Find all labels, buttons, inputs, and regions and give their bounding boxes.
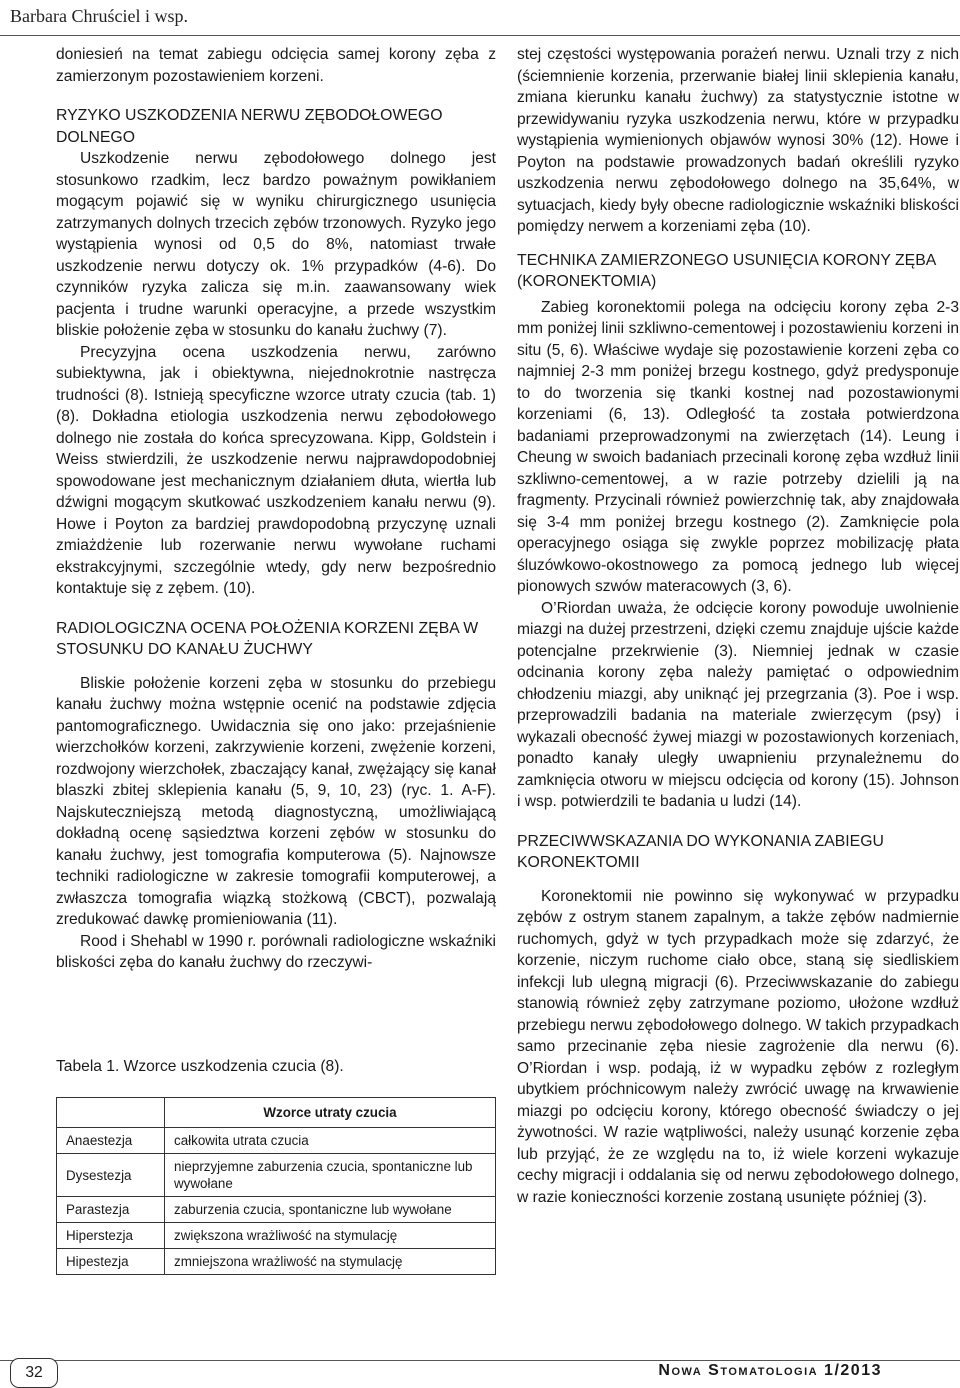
paragraph: Zabieg koronektomii polega na odcięciu korony zęba 2-3 mm poniżej linii szkliwno-cementowej i pozostawieniu korzeni in situ (5, 6). Właściwe wydaje się pozostawienie korzeni zęba co najmniej 2-3 mm poniżej brzegu kostnego, gdyż predysponuje to do tworzenia się tkanki kostnej nad pozostawionymi korzeniami (6, 13). Odległość ta została potwierdzona badaniami przeprowadzonymi na zwierzętach (14). Leung i Cheung w swoich badaniach przecinali koronę zęba wzdłuż linii szkliwno-cementowej, a w razie potrzeby dzielili ją na fragmenty. Przycinali również powierzchnię tak, aby znajdowała się 3-4 mm poniżej brzegu kostnego (2). Zamknięcie pola operacyjnego osiąga się zwykle poprzez mobilizację płata śluzówkowo-okostnowego za pomocą jednego lub więcej pionowych szwów materacowych (3, 6). [517, 298, 959, 595]
running-head: Barbara Chruściel i wsp. [10, 6, 188, 26]
paragraph: Precyzyjna ocena uszkodzenia nerwu, zarówno subiektywna, jak i obiektywna, niejednokrotnie nastręcza trudności (8). Istnieją specyficzne wzorce utraty czucia (tab. 1) (8). Dokładna etiologia uszkodzenia nerwu zębodołowego dolnego nie została do końca sprecyzowana. Kipp, Goldstein i Weiss stwierdzili, że uszkodzenie nerwu najprawdopodobniej spowodowane jest mechanicznym działaniem dłuta, wiertła lub dźwigni mogącym skutkować uszkodzeniem kanału nerwu (9). Howe i Poyton za bardziej prawdopodobną przyczynę uznali zmiażdżenie lub rozerwanie nerwu wywołane ruchami ekstrakcyjnymi, szczególnie wtedy, gdy nerw bezpośrednio kontaktuje się z zębem. (10). [56, 343, 496, 597]
table-term: Parastezja [57, 1197, 165, 1223]
paragraph: Uszkodzenie nerwu zębodołowego dolnego jest stosunkowo rzadkim, lecz bardzo poważnym powikłaniem mogącym pojawić się w wyniku chirurgicznego usunięcia zatrzymanych dolnych trzecich zębów trzonowych. Ryzyko jego wystąpienia wynosi od 0,5 do 8%, natomiast trwałe uszkodzenie nerwu dotyczy ok. 1% przypadków (4-6). Do czynników ryzyka zalicza się m.in. zaawansowany wiek pacjenta i trudne warunki operacyjne, a przede wszystkim bliskie położenie zęba w stosunku do kanału żuchwy (7). [56, 150, 496, 339]
table-row [57, 1128, 496, 1154]
left-column [56, 44, 496, 974]
paragraph: Koronektomii nie powinno się wykonywać w przypadku zębów z ostrym stanem zapalnym, a także zębów nadmiernie ruchomych, gdyż w tych przypadkach może się zdarzyć, że korzenie, niczym ruchome ciało obce, staną się siedliskiem infekcji lub ulegną migracji (6). Przeciwwskazanie do zabiegu stanowią również zęby zatrzymane poziomo, ułożone wzdłuż przebiegu nerwu zębodołowego dolnego. W takich przypadkach samo przecinanie zęba niesie zagrożenie dla nerwu (6). O’Riordan i wsp. podają, iż w wypadku zębów z rozległym ubytkiem próchnicowym należy zwrócić uwagę na krwawienie miazgi po odcięciu korony, którego obecność świadczy o jej żywotności. W razie wątpliwości, należy usunąć korzenie zęba lub przyjąć, że ze względu na to, iż wiele korzeni wykazuje cechy migracji i oddalania się od nerwu zębodołowego dolnego, w razie konieczności korzenie zostaną usunięte później (3). [517, 887, 959, 1206]
table-header-row [57, 1098, 496, 1128]
paragraph: Bliskie położenie korzeni zęba w stosunku do przebiegu kanału żuchwy można wstępnie ocenić na podstawie zdjęcia pantomograficznego. Uwidacznia się ono jako: przejaśnienie wierzchołków korzeni, zakrzywienie korzeni, zwężenie korzeni, rozdwojony wierzchołek, zbaczający kanał, zwężający się kanał blaszki zbitej sklepienia kanału (5, 9, 10, 23) (ryc. 1. A-F). Najskuteczniejszą metodą diagnostyczną, umożliwiającą dokładną ocenę sąsiedztwa korzeni zębów w stosunku do kanału żuchwy, jest tomografia komputerowa (5). Najnowsze techniki radiologiczne w zakresie tomografii komputerowej, a zwłaszcza tomografia wiązką stożkową (CBCT), pozwalają zredukować dawkę promieniowania (11). [56, 674, 496, 928]
right-column [517, 44, 959, 1208]
table-description: nieprzyjemne zaburzenia czucia, spontaniczne lub wywołane [165, 1154, 496, 1197]
section-heading: RADIOLOGICZNA OCENA POŁOŻENIA KORZENI ZĘBA W STOSUNKU DO KANAŁU ŻUCHWY [56, 619, 479, 658]
table-description: zaburzenia czucia, spontaniczne lub wywołane [165, 1197, 496, 1223]
table-term: Anaestezja [57, 1128, 165, 1154]
sensory-loss-table [56, 1097, 496, 1275]
paragraph: O’Riordan uważa, że odcięcie korony powoduje uwolnienie miazgi na dużej przestrzeni, dzięki czemu znajduje ujście każde potencjalne przekrwienie (3). Niemniej jednak w czasie odcinania korony zęba należy pamiętać o odpowiednim chłodzeniu miazgi, aby uniknąć jej przegrzania (3). Poe i wsp. przeprowadzili badania na materiale zwierzęcym (psy) i wykazali obecność żywej miazgi w pozostawionych korzeniach, ponadto kanały uległy uwapnieniu przynależnemu do zamknięcia otworu w miejscu odcięcia od korony (15). Johnson i wsp. potwierdzili te badania u ludzi (14). [517, 599, 959, 810]
section-heading: TECHNIKA ZAMIERZONEGO USUNIĘCIA KORONY ZĘBA (KORONEKTOMIA) [517, 251, 936, 290]
table-row [57, 1197, 496, 1223]
footer-rule [0, 1360, 960, 1361]
table-caption: Tabela 1. Wzorce uszkodzenia czucia (8). [56, 1058, 344, 1075]
journal-title: Nowa Stomatologia 1/2013 [658, 1362, 882, 1379]
table-row [57, 1154, 496, 1197]
paragraph: Rood i Shehabl w 1990 r. porównali radiologiczne wskaźniki bliskości zęba do kanału żuchwy do rzeczywi- [56, 932, 496, 971]
header-rule [0, 35, 960, 36]
table-term: Dysestezja [57, 1154, 165, 1197]
paragraph: doniesień na temat zabiegu odcięcia samej korony zęba z zamierzonym pozostawieniem korzeni. [56, 46, 496, 85]
table-term: Hiperstezja [57, 1223, 165, 1249]
table-row [57, 1223, 496, 1249]
paragraph: stej częstości występowania porażeń nerwu. Uznali trzy z nich (ściemnienie korzenia, przerwanie białej linii sklepienia kanału, zmiana kierunku kanału żuchwy) za statystycznie istotne w przewidywaniu ryzyka uszkodzenia nerwu, które w przypadku wystąpienia wymienionych objawów wynosi 30% (12). Howe i Poyton na podstawie prowadzonych badań określili ryzyko uszkodzenia nerwu zębodołowego dolnego na 35,64%, w sytuacjach, kiedy były obecne radiologicznie wskaźniki bliskości pomiędzy nerwem a korzeniami zęba (10). [517, 46, 959, 235]
section-heading: PRZECIWWSKAZANIA DO WYKONANIA ZABIEGU KORONEKTOMII [517, 832, 884, 871]
table-corner-cell [57, 1098, 165, 1128]
table-description: zwiększona wrażliwość na stymulację [165, 1223, 496, 1249]
table-row [57, 1249, 496, 1275]
table-term: Hipestezja [57, 1249, 165, 1275]
page-number: 32 [10, 1358, 58, 1388]
table-description: całkowita utrata czucia [165, 1128, 496, 1154]
table-header: Wzorce utraty czucia [165, 1098, 496, 1128]
table-description: zmniejszona wrażliwość na stymulację [165, 1249, 496, 1275]
section-heading: RYZYKO USZKODZENIA NERWU ZĘBODOŁOWEGO DOLNEGO [56, 107, 443, 146]
